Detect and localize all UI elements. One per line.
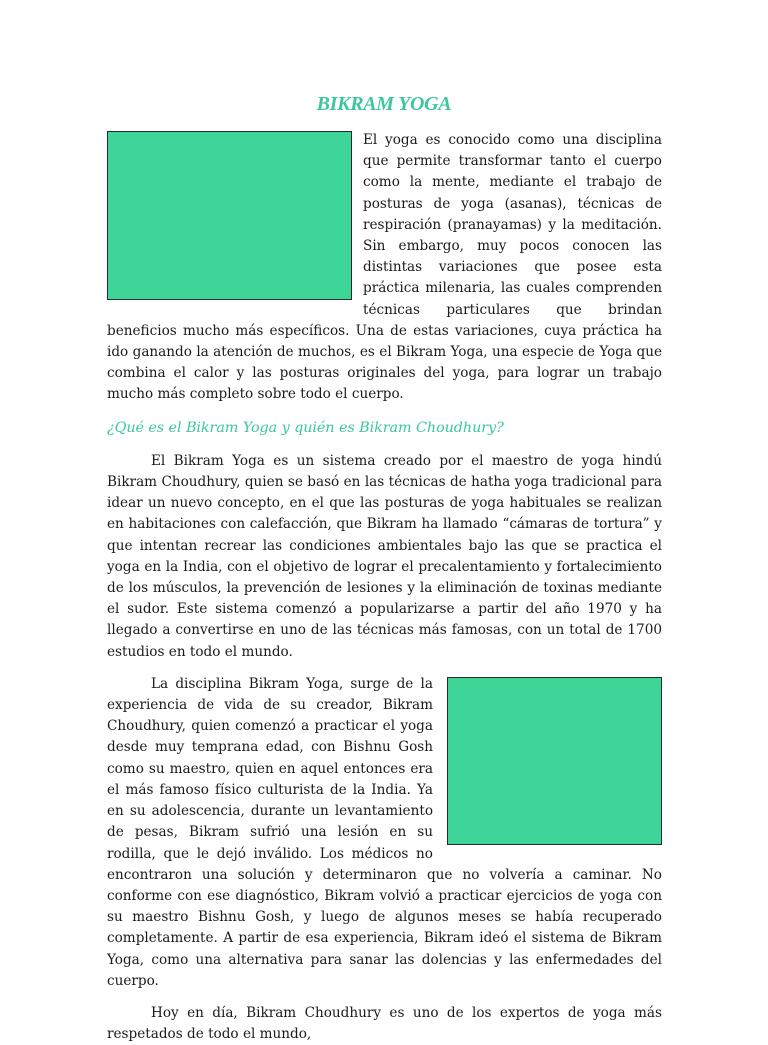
body-paragraph-2-text: La disciplina Bikram Yoga, surge de la experiencia de vida de su creador, Bikram Choudhury, quien comenzó a practicar el yoga desde muy temprana edad, con Bishnu Gosh como su maestro, quien en aquel entonces era el más famoso físico culturista de la India. Ya en su adolescencia, durante un levantamiento de pesas, Bikram sufrió una lesión en su rodilla, que le dejó inválido. Los médicos no encontraron una solución y determinaron que no volvería a caminar. No conforme con ese diagnóstico, Bikram volvió a practicar ejercicios de yoga con su maestro Bishnu Gosh, y luego de algunos meses se había recuperado completamente. A partir de esa experiencia, Bikram ideó el sistema de Bikram Yoga, como una alternativa para sanar las dolencias y las enfermedades del cuerpo. [107, 675, 662, 989]
body-paragraph-3: Hoy en día, Bikram Choudhury es uno de los expertos de yoga más respetados de todo el mundo, [107, 1004, 662, 1043]
body-paragraph-1: El Bikram Yoga es un sistema creado por el maestro de yoga hindú Bikram Choudhury, quien se basó en las técnicas de hatha yoga tradicional para idear un nuevo concepto, en el que las posturas de yoga habituales se realizan en habitaciones con calefacción, que Bikram ha llamado “cámaras de tortura” y que intentan recrear las condiciones ambientales bajo las que se practica el yoga en la India, con el objetivo de lograr el precalentamiento y fortalecimiento de los músculos, la prevención de lesiones y la eliminación de toxinas mediante el sudor. Este sistema comenzó a popularizarse a partir del año 1970 y ha llegado a convertirse en uno de las técnicas más famosas, con un total de 1700 estudios en todo el mundo. [107, 452, 662, 660]
image-placeholder-bottom [447, 677, 662, 845]
image-placeholder-top [107, 131, 352, 300]
document-title: BIKRAM YOGA [316, 93, 452, 115]
body-paragraph-2 [107, 674, 662, 992]
intro-paragraph: El yoga es conocido como una disciplina que permite transformar tanto el cuerpo como la mente, mediante el trabajo de posturas de yoga (asanas), técnicas de respiración (pranayamas) y la meditación. Sin embargo, muy pocos conocen las distintas variaciones que posee esta práctica milenaria, las cuales comprenden técnicas particulares que brindan beneficios mucho más específicos. Una de estas variaciones, cuya práctica ha ido ganando la atención de muchos, es el Bikram Yoga, una especie de Yoga que combina el calor y las posturas originales del yoga, para lograr un trabajo mucho más completo sobre todo el cuerpo. [107, 132, 662, 403]
section-subtitle: ¿Qué es el Bikram Yoga y quién es Bikram Choudhury? [107, 419, 504, 436]
document-body [107, 130, 662, 1045]
